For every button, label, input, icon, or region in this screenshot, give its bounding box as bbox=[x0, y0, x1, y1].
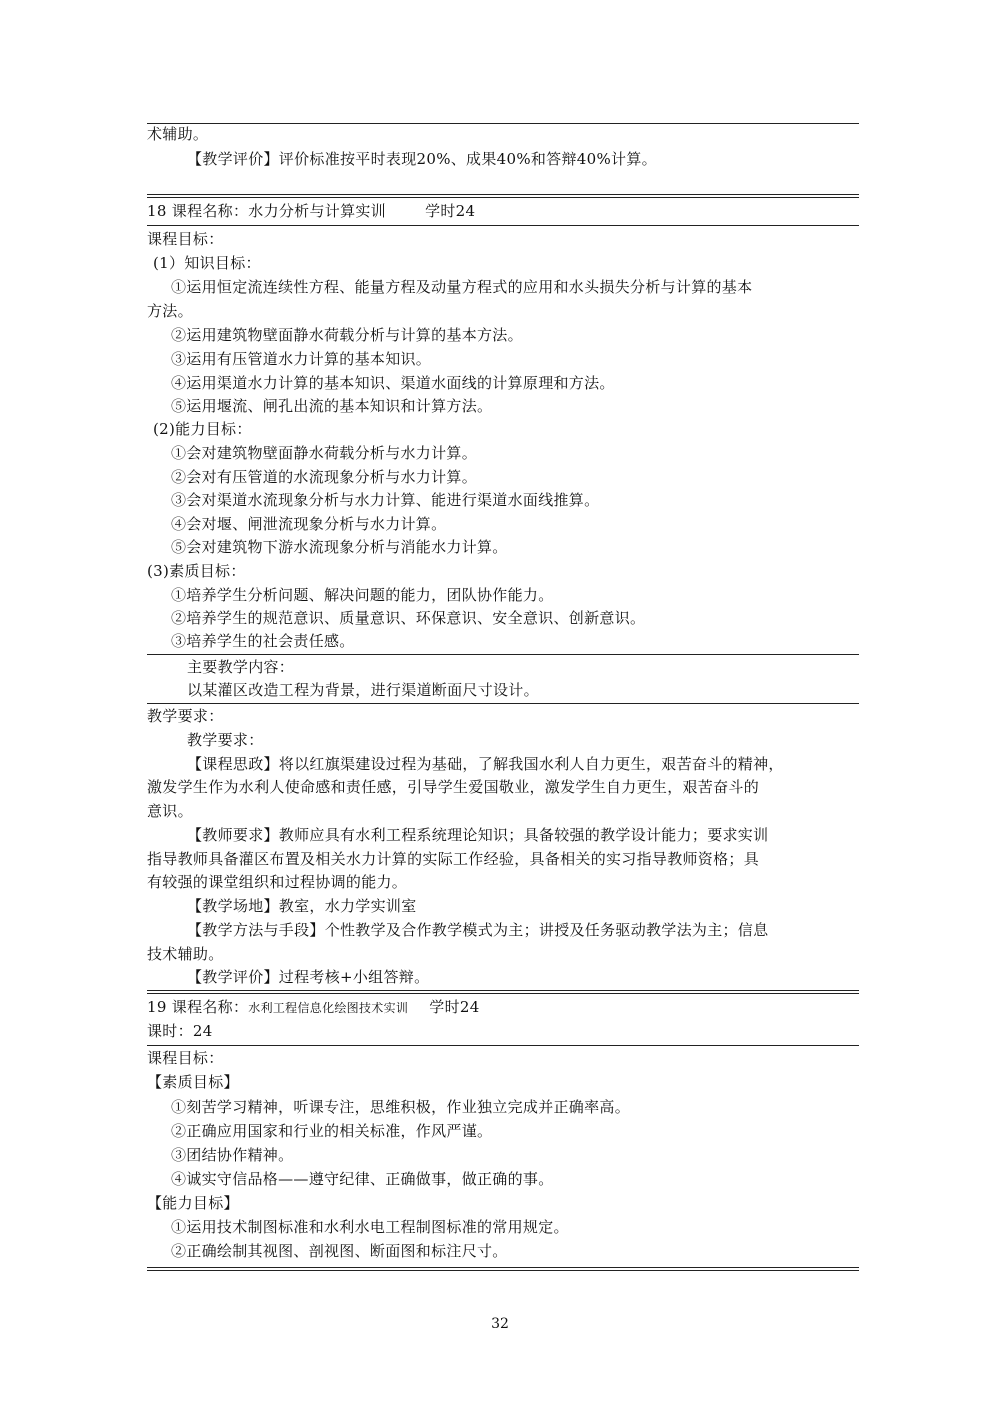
list-item: ④会对堰、闸泄流现象分析与水力计算。 bbox=[171, 515, 447, 533]
course-name: 水利工程信息化绘图技术实训 bbox=[248, 1001, 409, 1015]
subsection-label: (3)素质目标： bbox=[147, 562, 246, 580]
subsection-label: 【能力目标】 bbox=[147, 1194, 239, 1212]
list-item: ④运用渠道水力计算的基本知识、渠道水面线的计算原理和方法。 bbox=[171, 374, 615, 392]
list-item: ②培养学生的规范意识、质量意识、环保意识、安全意识、创新意识。 bbox=[171, 609, 646, 627]
text-line: 【教学场地】教室，水力学实训室 bbox=[187, 897, 417, 915]
text-line: 有较强的课堂组织和过程协调的能力。 bbox=[147, 873, 408, 891]
course-name: 水力分析与计算实训 bbox=[248, 202, 386, 220]
list-item: ③团结协作精神。 bbox=[171, 1146, 294, 1164]
divider bbox=[147, 703, 859, 704]
text-line: 意识。 bbox=[147, 802, 193, 820]
divider bbox=[147, 225, 859, 226]
text-line: 以某灌区改造工程为背景，进行渠道断面尺寸设计。 bbox=[187, 681, 539, 699]
course-number: 19 bbox=[147, 998, 167, 1016]
divider bbox=[147, 1045, 859, 1046]
text-line: 【教学方法与手段】个性教学及合作教学模式为主；讲授及任务驱动教学法为主；信息 bbox=[187, 921, 769, 939]
list-item: ①培养学生分析问题、解决问题的能力，团队协作能力。 bbox=[171, 586, 554, 604]
page-number: 32 bbox=[491, 1316, 509, 1332]
subsection-label: (1）知识目标： bbox=[153, 254, 261, 272]
text-line: 指导教师具备灌区布置及相关水力计算的实际工作经验，具备相关的实习指导教师资格；具 bbox=[147, 850, 760, 868]
section-label: 教学要求： bbox=[147, 707, 224, 725]
list-item: ③培养学生的社会责任感。 bbox=[171, 632, 355, 650]
list-item: ①会对建筑物壁面静水荷载分析与水力计算。 bbox=[171, 444, 478, 462]
list-item: ③会对渠道水流现象分析与水力计算、能进行渠道水面线推算。 bbox=[171, 491, 600, 509]
list-item: ②正确绘制其视图、剖视图、断面图和标注尺寸。 bbox=[171, 1242, 508, 1260]
course-name-label: 课程名称： bbox=[171, 998, 249, 1016]
list-item: ②会对有压管道的水流现象分析与水力计算。 bbox=[171, 468, 478, 486]
list-item: ⑤会对建筑物下游水流现象分析与消能水力计算。 bbox=[171, 538, 508, 556]
text-line: 激发学生作为水利人使命感和责任感，引导学生爱国敬业，激发学生自力更生，艰苦奋斗的 bbox=[147, 778, 760, 796]
text-line: 【教学评价】评价标准按平时表现20%、成果40%和答辩40%计算。 bbox=[187, 150, 657, 168]
section-divider bbox=[147, 194, 859, 198]
section-label: 课程目标： bbox=[147, 230, 224, 248]
list-item: ③运用有压管道水力计算的基本知识。 bbox=[171, 350, 432, 368]
divider bbox=[147, 123, 859, 124]
section-divider bbox=[147, 990, 859, 994]
list-item: ④诚实守信品格——遵守纪律、正确做事，做正确的事。 bbox=[171, 1170, 554, 1188]
course-18-header bbox=[147, 200, 859, 222]
list-item: 方法。 bbox=[147, 302, 193, 320]
list-item: ①刻苦学习精神，听课专注，思维积极，作业独立完成并正确率高。 bbox=[171, 1098, 631, 1116]
list-item: ②正确应用国家和行业的相关标准，作风严谨。 bbox=[171, 1122, 493, 1140]
text-line: 【教师要求】教师应具有水利工程系统理论知识；具备较强的教学设计能力；要求实训 bbox=[187, 826, 769, 844]
text-line: 教学要求： bbox=[187, 731, 264, 749]
course-name-label: 课程名称： bbox=[171, 202, 249, 220]
subsection-label: 【素质目标】 bbox=[147, 1073, 239, 1091]
course-19-header bbox=[147, 996, 859, 1019]
text-line: 术辅助。 bbox=[147, 125, 209, 143]
section-label: 主要教学内容： bbox=[187, 658, 295, 676]
course-hours: 学时24 bbox=[425, 202, 476, 220]
divider bbox=[147, 654, 859, 655]
course-period: 课时：24 bbox=[147, 1022, 213, 1040]
text-line: 技术辅助。 bbox=[147, 945, 224, 963]
course-hours: 学时24 bbox=[429, 998, 480, 1016]
course-number: 18 bbox=[147, 202, 167, 220]
section-divider bbox=[147, 1267, 859, 1271]
text-line: 【课程思政】将以红旗渠建设过程为基础，了解我国水利人自力更生，艰苦奋斗的精神， bbox=[187, 755, 784, 773]
list-item: ①运用技术制图标准和水利水电工程制图标准的常用规定。 bbox=[171, 1218, 569, 1236]
section-label: 课程目标： bbox=[147, 1049, 224, 1067]
subsection-label: (2)能力目标： bbox=[153, 420, 252, 438]
list-item: ①运用恒定流连续性方程、能量方程及动量方程式的应用和水头损失分析与计算的基本 bbox=[171, 278, 753, 296]
list-item: ⑤运用堰流、闸孔出流的基本知识和计算方法。 bbox=[171, 397, 493, 415]
text-line: 【教学评价】过程考核+小组答辩。 bbox=[187, 968, 430, 986]
list-item: ②运用建筑物壁面静水荷载分析与计算的基本方法。 bbox=[171, 326, 523, 344]
